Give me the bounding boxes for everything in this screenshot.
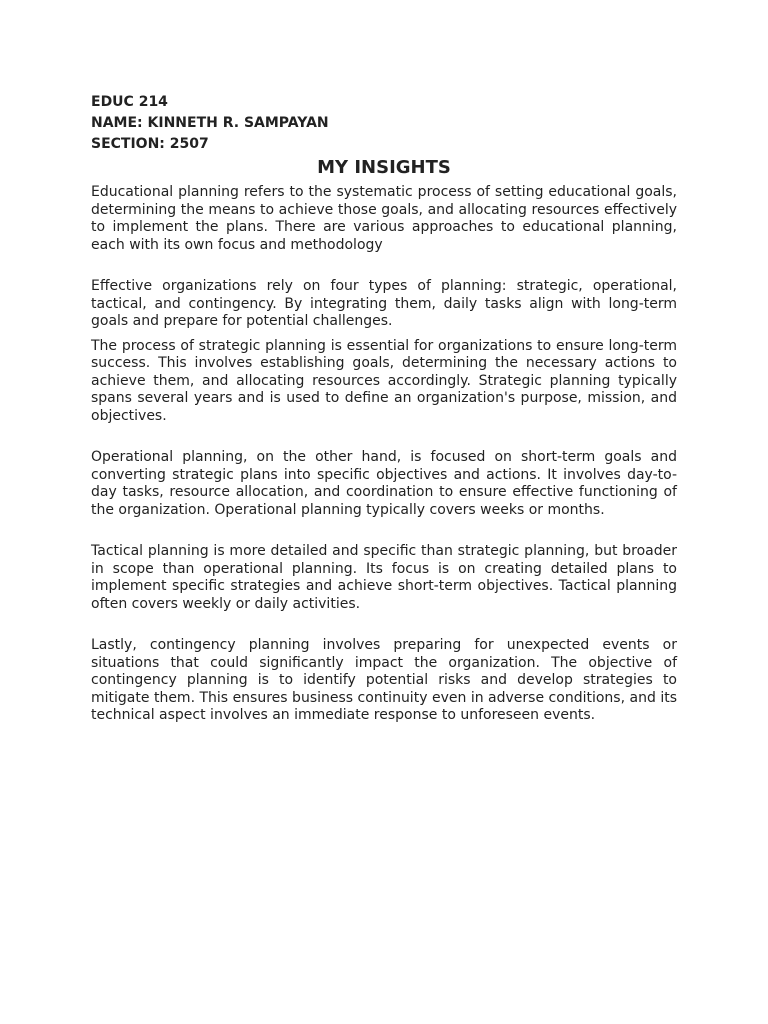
course-code: EDUC 214	[91, 94, 168, 110]
paragraph-intro: Educational planning refers to the systematic process of setting educational goals, determining the means to achieve those goals, and allocating resources effectively to implement the plans. There are various approaches to educational planning, each with its own focus and methodology	[91, 184, 677, 253]
paragraph-contingency: Lastly, contingency planning involves preparing for unexpected events or situations that could significantly impact the organization. The objective of contingency planning is to identify potential risks and develop strategies to mitigate them. This ensures business continuity even in adverse conditions, and its technical aspect involves an immediate response to unforeseen events.	[91, 637, 677, 723]
document-body	[91, 92, 677, 725]
document-title: MY INSIGHTS	[317, 157, 451, 178]
section-number: SECTION: 2507	[91, 136, 209, 152]
paragraph-operational: Operational planning, on the other hand, is focused on short-term goals and converting strategic plans into specific objectives and actions. It involves day-to-day tasks, resource allocation, and coordination to ensure effective functioning of the organization. Operational planning typically covers weeks or months.	[91, 449, 677, 518]
paragraph-four-types: Effective organizations rely on four types of planning: strategic, operational, tactical, and contingency. By integrating them, daily tasks align with long-term goals and prepare for potential challenges.	[91, 278, 677, 329]
paragraph-strategic: The process of strategic planning is essential for organizations to ensure long-term success. This involves establishing goals, determining the necessary actions to achieve them, and allocating resources accordingly. Strategic planning typically spans several years and is used to define an organization's purpose, mission, and objectives.	[91, 337, 677, 424]
student-name: NAME: KINNETH R. SAMPAYAN	[91, 115, 329, 131]
paragraph-tactical: Tactical planning is more detailed and specific than strategic planning, but broader in scope than operational planning. Its focus is on creating detailed plans to implement specific strategies and achieve short-term objectives. Tactical planning often covers weekly or daily activities.	[91, 543, 677, 612]
